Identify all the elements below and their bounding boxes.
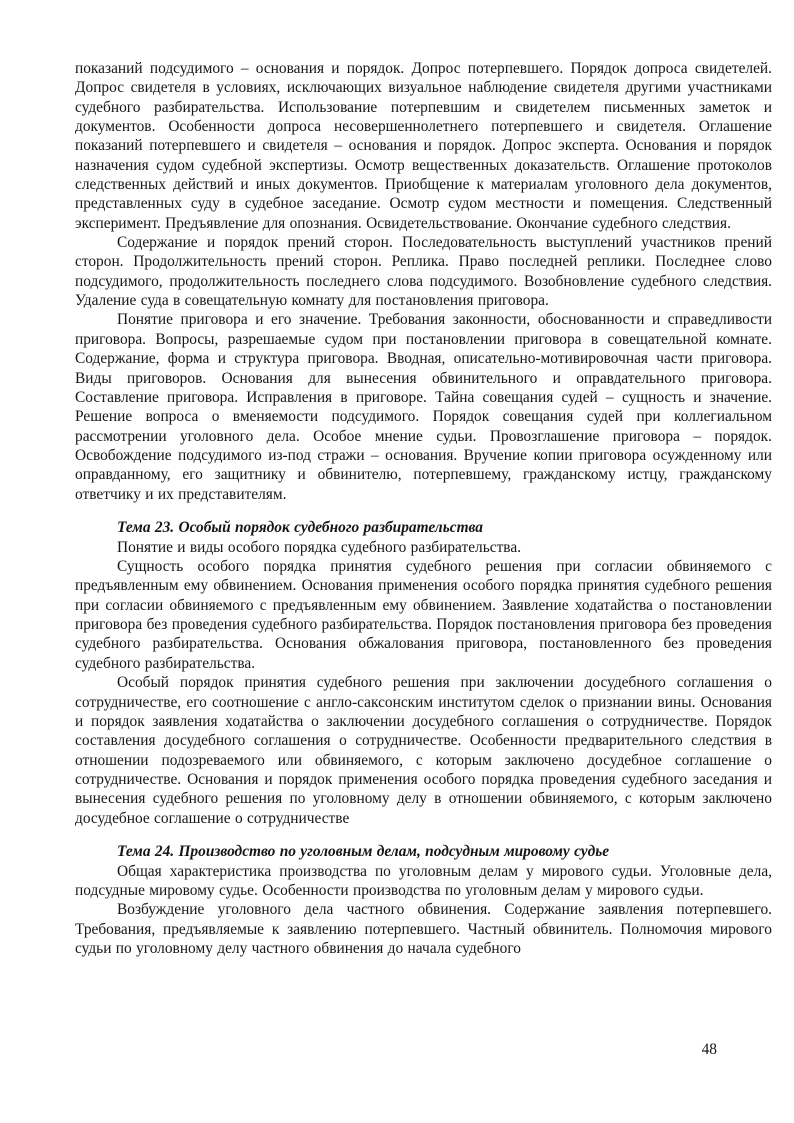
body-paragraph: Содержание и порядок прений сторон. Последовательность выступлений участников прений сторон. Продолжительность прений сторон. Реплика. Право последней реплики. Последнее слово подсудимого, продолжительность последнего слова подсудимого. Возобновление судебного следствия. Удаление суда в совещательную комнату для постановления приговора. (75, 234, 772, 310)
body-paragraph: Понятие и виды особого порядка судебного разбирательства. (117, 538, 522, 556)
page-body-text (75, 59, 772, 958)
body-paragraph: Особый порядок принятия судебного решения при заключении досудебного соглашения о сотрудничестве, его соотношение с англо-саксонским институтом сделок о признании вины. Основания и порядок заявления ходатайства о заключении досудебного соглашения о сотрудничестве. Порядок составления досудебного соглашения о сотрудничестве. Особенности предварительного следствия в отношении подозреваемого или обвиняемого, с которым заключено досудебное соглашение о сотрудничестве. Основания и порядок применения особого порядка проведения судебного заседания и вынесения судебного решения по уголовному делу в отношении обвиняемого, с которым заключено досудебное соглашение о сотрудничестве (75, 674, 772, 827)
body-paragraph: Сущность особого порядка принятия судебного решения при согласии обвиняемого с предъявленным ему обвинением. Основания применения особого порядка принятия судебного решения при согласии обвиняемого с предъявленным ему обвинением. Заявление ходатайства о постановлении приговора без проведения судебного разбирательства. Порядок постановления приговора без проведения судебного разбирательства. Основания обжалования приговора, постановленного без проведения судебного разбирательства. (75, 558, 772, 672)
topic-heading: Тема 23. Особый порядок судебного разбирательства (117, 519, 484, 537)
body-paragraph: Понятие приговора и его значение. Требования законности, обоснованности и справедливости приговора. Вопросы, разрешаемые судом при постановлении приговора в совещательной комнате. Содержание, форма и структура приговора. Вводная, описательно-мотивировочная части приговора. Виды приговоров. Основания для вынесения обвинительного и оправдательного приговора. Составление приговора. Исправления в приговоре. Тайна совещания судей – сущность и значение. Решение вопроса о вменяемости подсудимого. Порядок совещания судей при коллегиальном рассмотрении уголовного дела. Особое мнение судьи. Провозглашение приговора – порядок. Освобождение подсудимого из-под стражи – основания. Вручение копии приговора осужденному или оправданному, его защитнику и обвинителю, потерпевшему, гражданскому истцу, гражданскому ответчику и их представителям. (75, 311, 772, 503)
body-paragraph: показаний подсудимого – основания и порядок. Допрос потерпевшего. Порядок допроса свидетелей. Допрос свидетеля в условиях, исключающих визуальное наблюдение свидетеля другими участниками судебного разбирательства. Использование потерпевшим и свидетелем письменных заметок и документов. Особенности допроса несовершеннолетнего потерпевшего и свидетеля. Оглашение показаний потерпевшего и свидетеля – основания и порядок. Допрос эксперта. Основания и порядок назначения судом судебной экспертизы. Осмотр вещественных доказательств. Оглашение протоколов следственных действий и иных документов. Приобщение к материалам уголовного дела документов, представленных суду в судебное заседание. Осмотр судом местности и помещения. Следственный эксперимент. Предъявление для опознания. Освидетельствование. Окончание судебного следствия. (75, 60, 772, 232)
body-paragraph: Возбуждение уголовного дела частного обвинения. Содержание заявления потерпевшего. Требования, предъявляемые к заявлению потерпевшего. Частный обвинитель. Полномочия мирового судьи по уголовному делу частного обвинения до начала судебного (75, 901, 772, 958)
page-number: 48 (701, 1041, 717, 1058)
body-paragraph: Общая характеристика производства по уголовным делам у мирового судьи. Уголовные дела, подсудные мировому судье. Особенности производства по уголовным делам у мирового судьи. (75, 862, 772, 900)
topic-heading: Тема 24. Производство по уголовным делам, подсудным мировому судье (117, 843, 610, 861)
